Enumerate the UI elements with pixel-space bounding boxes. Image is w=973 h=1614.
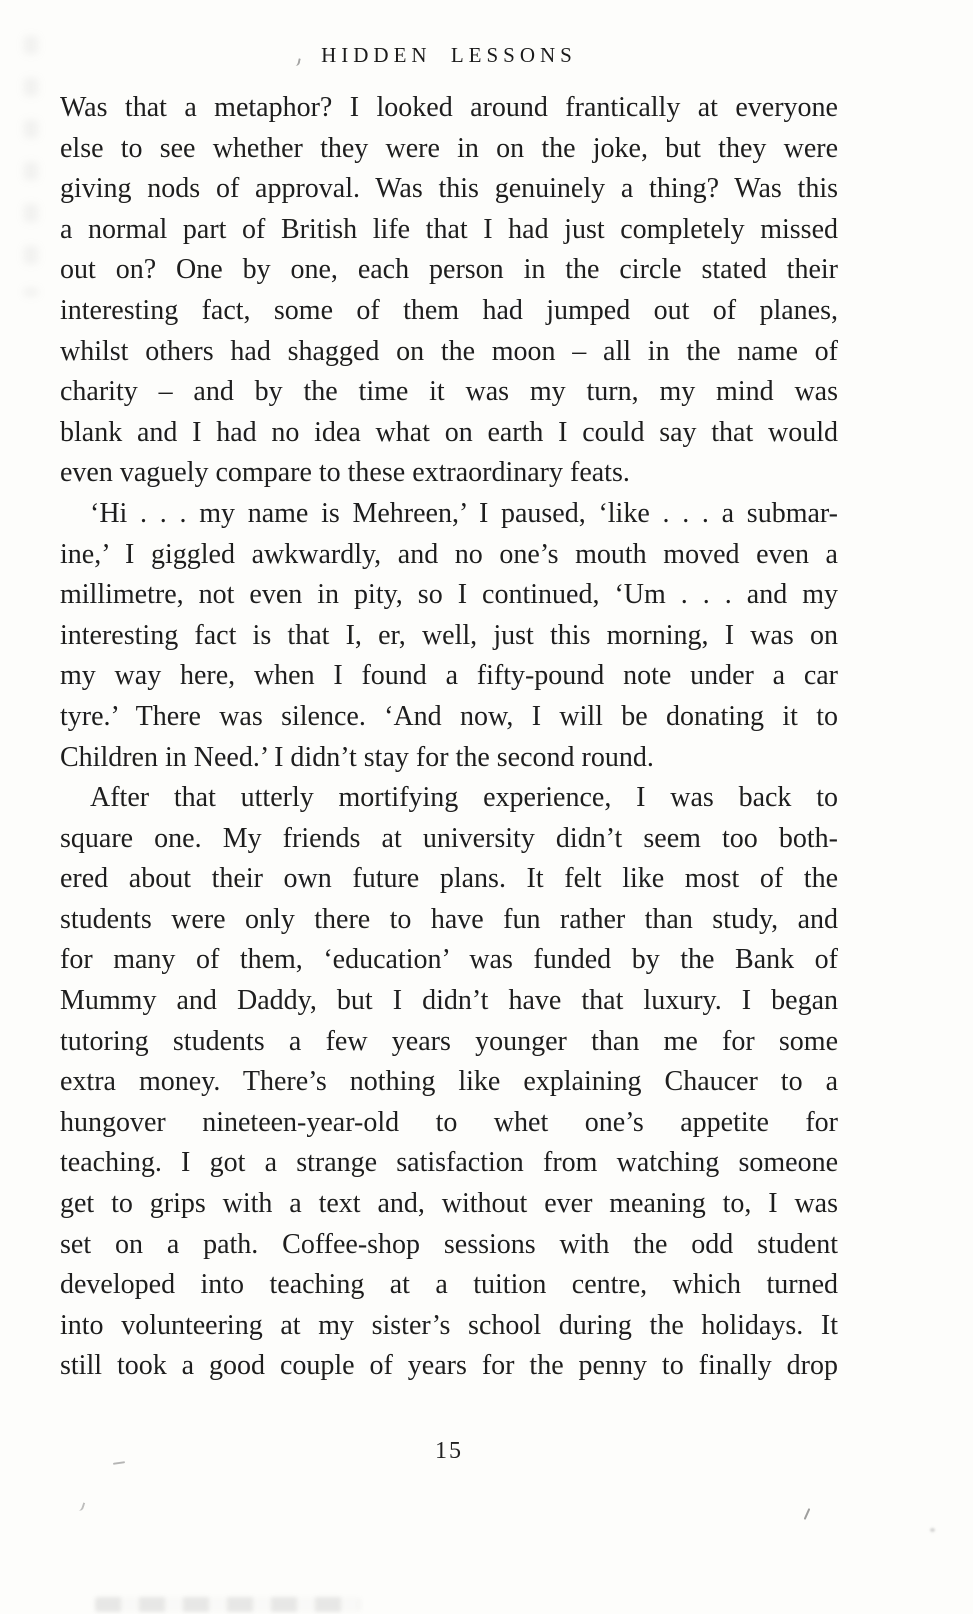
scan-speck xyxy=(930,1528,935,1532)
text-line: even vaguely compare to these extraordinary feats. xyxy=(60,457,630,489)
text-line: still took a good couple of years for the penny to finally drop xyxy=(60,1350,838,1382)
text-line: whilst others had shagged on the moon – all in the name of xyxy=(60,335,838,367)
text-line: students were only there to have fun rather than study, and xyxy=(60,903,838,935)
paragraph xyxy=(60,88,838,494)
text-line: tutoring students a few years younger than me for some xyxy=(60,1025,838,1057)
text-line: hungover nineteen-year-old to whet one’s appetite for xyxy=(60,1106,838,1138)
text-line: millimetre, not even in pity, so I continued, ‘Um . . . and my xyxy=(60,579,838,611)
text-line: get to grips with a text and, without ever meaning to, I was xyxy=(60,1188,838,1220)
running-header: HIDDEN LESSONS xyxy=(321,43,577,67)
text-line: a normal part of British life that I had just completely missed xyxy=(60,213,838,245)
scan-smudge xyxy=(95,1597,360,1612)
text-line: extra money. There’s nothing like explaining Chaucer to a xyxy=(60,1066,838,1098)
text-line: giving nods of approval. Was this genuinely a thing? Was this xyxy=(60,173,838,205)
text-line: my way here, when I found a fifty-pound note under a car xyxy=(60,660,838,692)
text-line: else to see whether they were in on the joke, but they were xyxy=(60,132,838,164)
text-line: After that utterly mortifying experience, I was back to xyxy=(90,782,838,814)
text-line: interesting fact is that I, er, well, just this morning, I was on xyxy=(60,619,838,651)
text-line: Mummy and Daddy, but I didn’t have that luxury. I began xyxy=(60,985,838,1017)
text-line: blank and I had no idea what on earth I could say that would xyxy=(60,416,838,448)
text-line: ine,’ I giggled awkwardly, and no one’s mouth moved even a xyxy=(60,538,838,570)
text-line: Children in Need.’ I didn’t stay for the second round. xyxy=(60,741,654,773)
text-line: into volunteering at my sister’s school during the holidays. It xyxy=(60,1309,838,1341)
page-number: 15 xyxy=(435,1438,463,1464)
text-line: charity – and by the time it was my turn, my mind was xyxy=(60,376,838,408)
text-line: Was that a metaphor? I looked around frantically at everyone xyxy=(60,92,838,123)
text-line: ered about their own future plans. It felt like most of the xyxy=(60,863,838,895)
paragraph xyxy=(60,494,838,778)
body-text xyxy=(60,88,838,1387)
text-line: for many of them, ‘education’ was funded by the Bank of xyxy=(60,944,838,976)
text-line: out on? One by one, each person in the circle stated their xyxy=(60,254,838,286)
text-line: teaching. I got a strange satisfaction from watching someone xyxy=(60,1147,838,1179)
text-line: tyre.’ There was silence. ‘And now, I will be donating it to xyxy=(60,700,838,732)
text-line: interesting fact, some of them had jumped out of planes, xyxy=(60,294,838,326)
scan-smudge xyxy=(24,36,38,296)
text-line: ‘Hi . . . my name is Mehreen,’ I paused, ‘like . . . a submar- xyxy=(90,497,838,529)
text-line: developed into teaching at a tuition centre, which turned xyxy=(60,1269,838,1301)
scan-speck xyxy=(78,1501,86,1511)
text-line: set on a path. Coffee-shop sessions with the odd student xyxy=(60,1228,838,1260)
scan-speck xyxy=(804,1508,811,1520)
text-line: square one. My friends at university didn’t seem too both- xyxy=(60,822,838,854)
paragraph xyxy=(60,778,838,1387)
